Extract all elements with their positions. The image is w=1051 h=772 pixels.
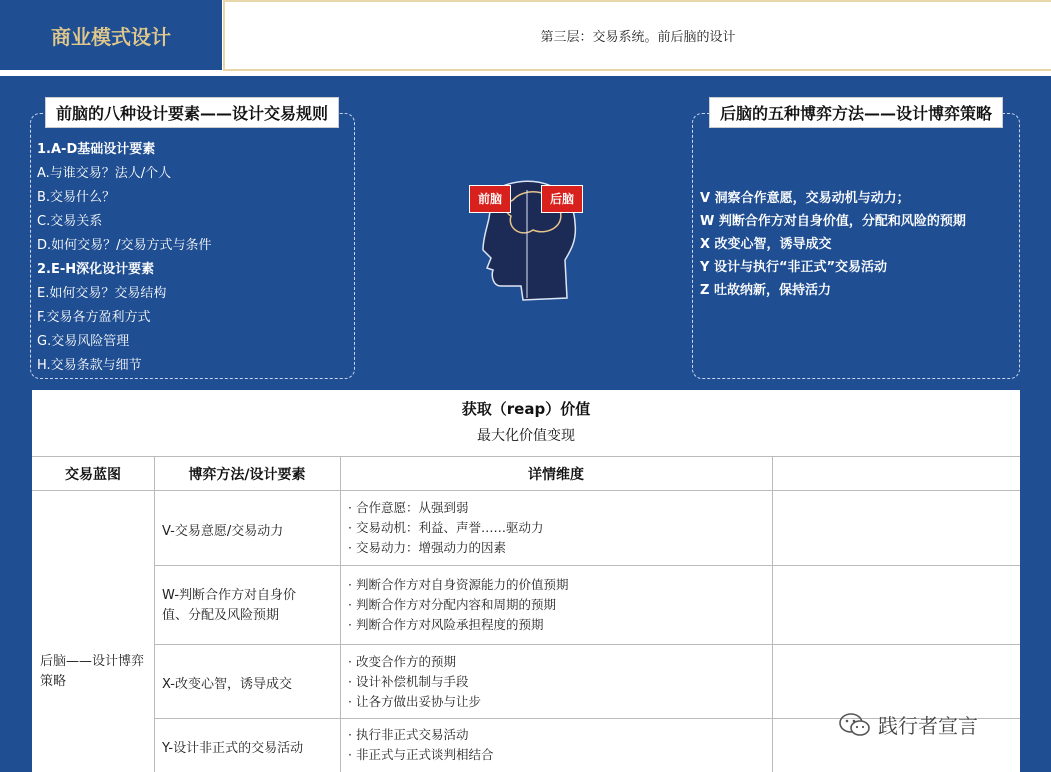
right-panel-title: 后脑的五种博弈方法——设计博弈策略 — [709, 97, 1003, 128]
row-w-details — [348, 575, 568, 635]
detail-line: · 改变合作方的预期 — [348, 654, 456, 669]
grid-line — [154, 565, 1020, 566]
group-label-back-brain: 后脑——设计博弈策略 — [40, 654, 145, 689]
right-panel-list — [700, 187, 966, 302]
left-list-item: 1.A-D基础设计要素 — [37, 142, 156, 157]
left-list-item: 2.E-H深化设计要素 — [37, 262, 155, 277]
section-title: 第三层：交易系统。前后脑的设计 — [540, 30, 736, 45]
header-left-banner — [0, 0, 222, 70]
grid-line — [772, 456, 773, 772]
left-panel-list — [37, 138, 212, 378]
left-list-item: E.如何交易？交易结构 — [37, 286, 167, 301]
left-list-item: C.交易关系 — [37, 214, 103, 229]
row-x-details — [348, 652, 481, 712]
header-right-banner — [223, 0, 1051, 71]
row-y-method: Y-设计非正式的交易活动 — [162, 741, 304, 756]
left-list-item: A.与谁交易？法人/个人 — [37, 166, 172, 181]
table-title: 获取（reap）价值 — [461, 400, 591, 418]
detail-line: · 执行非正式交易活动 — [348, 727, 469, 742]
detail-line: · 合作意愿：从强到弱 — [348, 500, 469, 515]
row-v-method: V-交易意愿/交易动力 — [162, 524, 284, 539]
right-list-item: Z 吐故纳新，保持活力 — [700, 283, 831, 298]
wechat-icon — [838, 712, 872, 738]
right-list-item: V 洞察合作意愿，交易动机与动力； — [700, 191, 910, 206]
watermark — [838, 710, 978, 739]
row-w-method: W-判断合作方对自身价值、分配及风险预期 — [162, 588, 297, 623]
back-brain-tag: 后脑 — [541, 185, 583, 213]
detail-line: · 交易动力：增强动力的因素 — [348, 540, 506, 555]
row-y-details — [348, 725, 493, 765]
left-list-item: D.如何交易？/交易方式与条件 — [37, 238, 212, 253]
detail-line: · 判断合作方对自身资源能力的价值预期 — [348, 577, 569, 592]
grid-line — [32, 490, 1020, 491]
left-panel-title: 前脑的八种设计要素——设计交易规则 — [45, 97, 339, 128]
row-v-details — [348, 498, 543, 558]
grid-line — [154, 644, 1020, 645]
row-x-method: X-改变心智，诱导成交 — [162, 677, 292, 692]
detail-line: · 让各方做出妥协与让步 — [348, 694, 481, 709]
front-brain-tag: 前脑 — [469, 185, 511, 213]
left-list-item: B.交易什么？ — [37, 190, 116, 205]
main-title: 商业模式设计 — [51, 24, 171, 49]
detail-line: · 非正式与正式谈判相结合 — [348, 747, 494, 762]
detail-line: · 交易动机：利益、声誉……驱动力 — [348, 520, 544, 535]
table-subtitle: 最大化价值变现 — [477, 428, 575, 444]
grid-line — [340, 456, 341, 772]
watermark-text: 践行者宣言 — [878, 714, 978, 738]
grid-line — [32, 456, 1020, 457]
detail-line: · 判断合作方对分配内容和周期的预期 — [348, 597, 556, 612]
grid-line — [154, 456, 155, 772]
right-list-item: X 改变心智，诱导成交 — [700, 237, 832, 252]
brain-head-illustration — [463, 178, 593, 313]
detail-line: · 判断合作方对风险承担程度的预期 — [348, 617, 544, 632]
header-blueprint: 交易蓝图 — [65, 467, 121, 483]
left-list-item: H.交易条款与细节 — [37, 358, 142, 373]
left-list-item: G.交易风险管理 — [37, 334, 130, 349]
right-list-item: W 判断合作方对自身价值，分配和风险的预期 — [700, 214, 966, 229]
left-list-item: F.交易各方盈利方式 — [37, 310, 151, 325]
header-method: 博弈方法/设计要素 — [188, 467, 306, 483]
right-list-item: Y 设计与执行“非正式”交易活动 — [700, 260, 888, 275]
detail-line: · 设计补偿机制与手段 — [348, 674, 469, 689]
header-details: 详情维度 — [528, 467, 584, 483]
